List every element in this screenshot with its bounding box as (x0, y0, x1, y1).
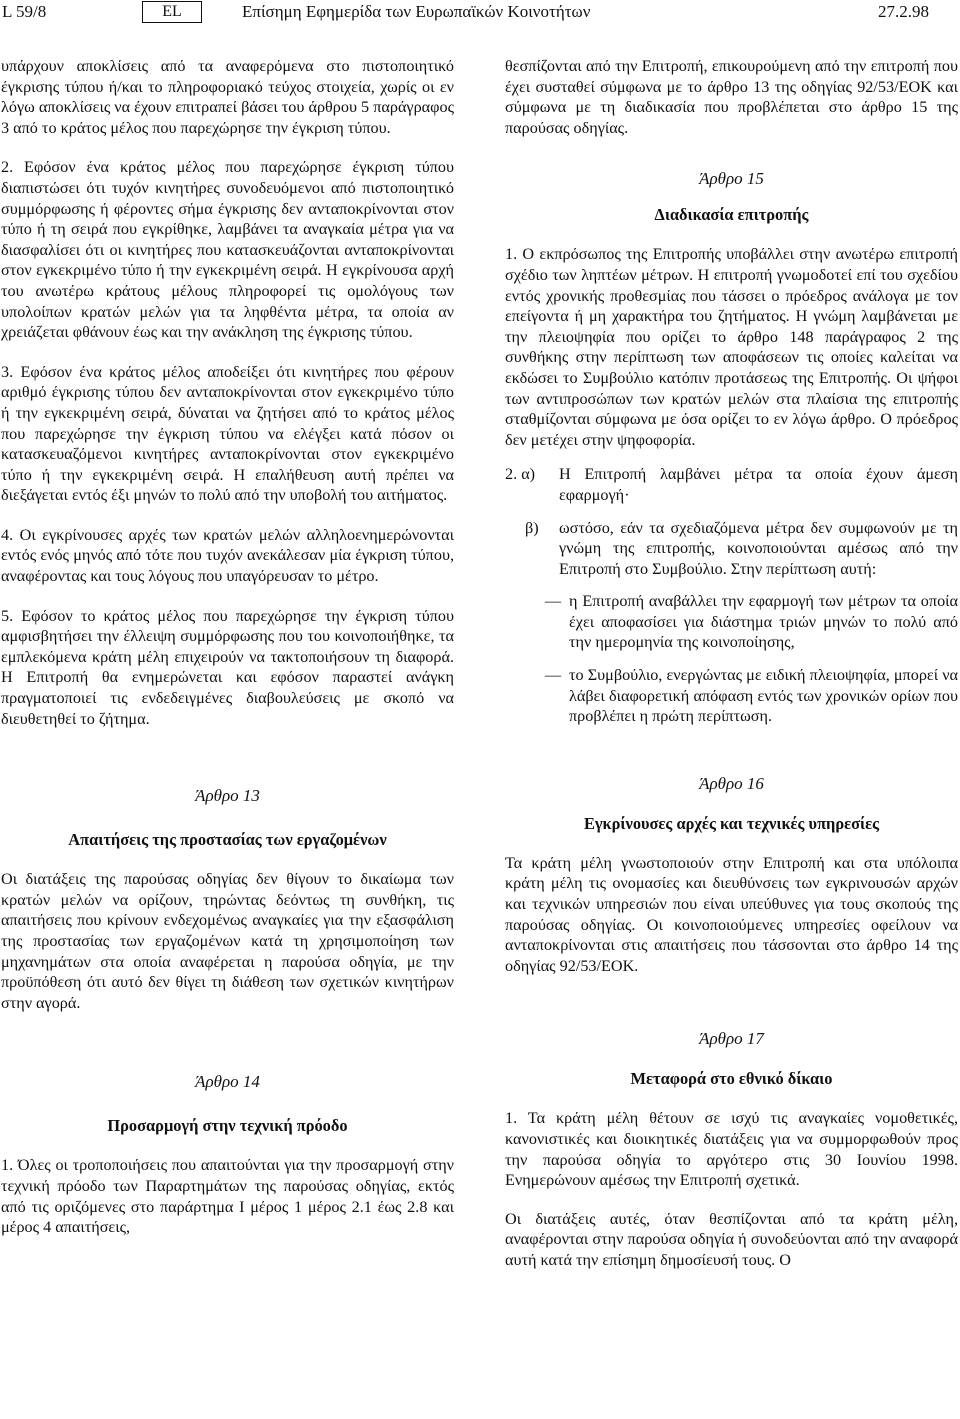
dash-mark: — (544, 666, 561, 685)
article-14-number: Άρθρο 14 (195, 1072, 260, 1092)
item-text: Η Επιτροπή λαμβάνει μέτρα τα οποία έχουν άμεση εφαρμογή· (559, 465, 958, 504)
article-13-text: Οι διατάξεις της παρούσας οδηγίας δεν θίγουν το δικαίωμα των κρατών μελών να ορίζουν, τηρώντας δεόντως τη συνθήκη, τις απαιτήσεις που κρίνουν ενδεχομένως αναγκαίες για την εξασφάλιση της προστασίας των εργαζομένων κατά τη χρησιμοποίηση των μηχανημάτων στα οποία αναφέρεται η παρούσα οδηγία, με την προϋπόθεση ότι αυτό δεν θίγει τη διάθεση των σχετικών κινητήρων στην αγορά. (1, 870, 454, 1012)
article-17-paragraph-2: Οι διατάξεις αυτές, όταν θεσπίζονται από τα κράτη μέλη, αναφέρονται στην παρούσα οδηγία ή συνοδεύονται από την αναφορά αυτή κατά την επίσημη δημοσίευσή τους. Ο (505, 1209, 958, 1269)
issue-date: 27.2.98 (878, 2, 929, 21)
dash-mark: — (544, 592, 561, 611)
article-15-item-a (505, 464, 958, 505)
page-number: L 59/8 (2, 2, 47, 21)
dash-item-2 (505, 665, 958, 727)
article-17-title: Μεταφορά στο εθνικό δίκαιο (630, 1069, 833, 1089)
right-column (505, 56, 958, 1290)
article-15-paragraph-1: 1. Ο εκπρόσωπος της Επιτροπής υποβάλλει στην ανωτέρω επιτροπή σχέδιο των ληπτέων μέτρων. Η επιτροπή γνωμοδοτεί επί του σχεδίου εντός χρονικής προθεσμίας που τάσσει ο πρόεδρος ανάλογα με τον επείγοντα ή μη χαρακτήρα του ζητήματος. Η γνώμη λαμβάνεται με την πλειοψηφία που ορίζει το άρθρο 148 παράγραφος 2 της συνθήκης στην περίπτωση των αποφάσεων τις οποίες καλείται να εκδώσει το Συμβούλιο κατόπιν προτάσεως της Επιτροπής. Οι ψήφοι των αντιπροσώπων των κρατών μελών στα πλαίσια της επιτροπής σταθμίζονται σύμφωνα με όσα ορίζει το εν λόγω άρθρο. Ο πρόεδρος δεν μετέχει στην ψηφοφορία. (505, 245, 958, 449)
article-17-paragraph-1: 1. Τα κράτη μέλη θέτουν σε ισχύ τις αναγκαίες νομοθετικές, κανονιστικές και διοικητικές διατάξεις για να συμμορφωθούν προς την παρούσα οδηγία το αργότερο στις 30 Ιουνίου 1998. Ενημερώνουν αμέσως την Επιτροπή σχετικά. (505, 1109, 958, 1190)
left-column (1, 56, 454, 1257)
paragraph-3: 3. Εφόσον ένα κράτος μέλος αποδείξει ότι κινητήρες που φέρουν αριθμό έγκρισης τύπου δεν ανταποκρίνονται στον εγκεκριμένο τύπο ή την εγκεκριμένη σειρά, δύναται να ζητήσει από το κράτος μέλος που παρεχώρησε την έγκριση τύπου να ελέγξει κατά πόσον οι κατασκευαζόμενοι κινητήρες ανταποκρίνονται στον εγκεκριμένο τύπο ή την εγκεκριμένη σειρά. Η επαλήθευση αυτή πρέπει να διεξάγεται εντός έξι μηνών το πολύ από την υποβολή του αιτήματος. (1, 362, 454, 505)
paragraph-continued-right: θεσπίζονται από την Επιτροπή, επικουρούμενη από την επιτροπή που έχει συσταθεί σύμφωνα με το άρθρο 13 της οδηγίας 92/53/ΕΟΚ και σύμφωνα με τη διαδικασία που προβλέπεται στο άρθρο 15 της παρούσας οδηγίας. (505, 57, 958, 137)
dash-item-1 (505, 591, 958, 653)
item-text: ωστόσο, εάν τα σχεδιαζόμενα μέτρα δεν συμφωνούν με τη γνώμη της επιτροπής, κοινοποιούνται αμέσως από την Επιτροπή στο Συμβούλιο. Στην περίπτωση αυτή: (559, 518, 958, 578)
item-label: 2. α) (505, 465, 536, 484)
journal-title: Επίσημη Εφημερίδα των Ευρωπαϊκών Κοινοτήτων (242, 2, 591, 21)
article-15-number: Άρθρο 15 (699, 169, 764, 189)
page-header (0, 0, 960, 24)
article-16-text: Τα κράτη μέλη γνωστοποιούν στην Επιτροπή και στα υπόλοιπα κράτη μέλη τις ονομασίες και διευθύνσεις των εγκρινουσών αρχών και τεχνικών υπηρεσιών που είναι υπεύθυνες για τους σκοπούς της παρούσας οδηγίας. Οι κοινοποιούμενες υπηρεσίες οφείλουν να ανταποκρίνονται στις απαιτήσεις που τάσσονται στο άρθρο 14 της οδηγίας 92/53/ΕΟΚ. (505, 853, 958, 975)
article-14-title: Προσαρμογή στην τεχνική πρόοδο (107, 1116, 348, 1136)
article-17-number: Άρθρο 17 (699, 1029, 764, 1049)
article-13-title: Απαιτήσεις της προστασίας των εργαζομένων (68, 830, 387, 850)
article-16-title: Εγκρίνουσες αρχές και τεχνικές υπηρεσίες (583, 813, 880, 833)
item-label: β) (525, 518, 539, 537)
article-13-number: Άρθρο 13 (195, 786, 260, 806)
paragraph-4: 4. Οι εγκρίνουσες αρχές των κρατών μελών αλληλοενημερώνονται εντός ενός μηνός από τότε που τυχόν ανεκάλεσαν μία έγκριση τύπου, αναφέροντας και τους λόγους που υπαγόρευσαν το μέτρο. (1, 525, 454, 586)
paragraph-continued: υπάρχουν αποκλίσεις από τα αναφερόμενα στο πιστοποιητικό έγκρισης τύπου ή/και το πληροφοριακό τεύχος στοιχεία, χωρίς οι εν λόγω αποκλίσεις να έχουν επιτραπεί βάσει του άρθρου 5 παράγραφος 3 από το κράτος μέλος που παρεχώρησε την έγκριση τύπου. (1, 57, 454, 137)
language-box: EL (142, 1, 202, 23)
article-16-number: Άρθρο 16 (699, 773, 764, 793)
dash-text: το Συμβούλιο, ενεργώντας με ειδική πλειοψηφία, μπορεί να λάβει διαφορετική απόφαση εντός των χρονικών ορίων που προβλέπει η πρώτη περίπτωση. (569, 666, 958, 726)
article-14-text: 1. Όλες οι τροποποιήσεις που απαιτούνται για την προσαρμογή στην τεχνική πρόοδο των Παραρτημάτων της παρούσας οδηγίας, εκτός από τις οριζόμενες στο παράρτημα Ι μέρος 1 μέρος 2.1 έως 2.8 και μέρος 4 απαιτήσεις, (1, 1156, 454, 1237)
dash-text: η Επιτροπή αναβάλλει την εφαρμογή των μέτρων τα οποία έχει αποφασίσει για διάστημα τριών μηνών το πολύ από την ημερομηνία της κοινοποίησης, (569, 592, 958, 652)
paragraph-2: 2. Εφόσον ένα κράτος μέλος που παρεχώρησε έγκριση τύπου διαπιστώσει ότι τυχόν κινητήρες συνοδευόμενοι από πιστοποιητικό συμμόρφωσης ή φέροντες σήμα έγκρισης δεν ανταποκρίνονται στον τύπο ή τη σειρά που εγκρίθηκε, λαμβάνει τα αναγκαία μέτρα για να διασφαλίσει ότι οι κινητήρες που κατασκευάζονται ανταποκρίνονται στον εγκεκριμένο τύπο ή την εγκεκριμένη σειρά. Η εγκρίνουσα αρχή του ανωτέρω κράτους μέλους πληροφορεί τις ομολόγους των υπολοίπων κρατών μελών για τα ληφθέντα μέτρα, τα οποία αν χρειάζεται φθάνουν έως και την ανάκληση της έγκρισης τύπου. (1, 158, 454, 342)
article-15-item-b (505, 518, 958, 580)
article-15-title: Διαδικασία επιτροπής (654, 205, 809, 225)
paragraph-5: 5. Εφόσον το κράτος μέλος που παρεχώρησε την έγκριση τύπου αμφισβητήσει την έλλειψη συμμόρφωσης που του κοινοποιήθηκε, τα εμπλεκόμενα κράτη μέλη επιχειρούν να τακτοποιήσουν τη διαφορά. Η Επιτροπή θα ενημερώνεται και εφόσον παραστεί ανάγκη πραγματοποιεί τις ενδεδειγμένες διαβουλεύσεις με σκοπό να διευθετηθεί το ζήτημα. (1, 606, 454, 728)
